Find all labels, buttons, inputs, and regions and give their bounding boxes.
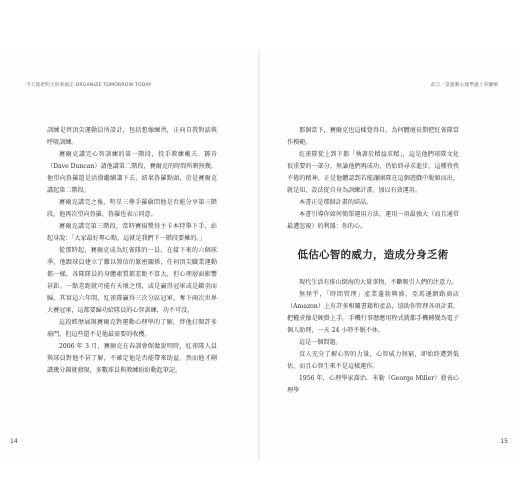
paragraph: 本書正是那個計畫的結晶。: [299, 199, 373, 206]
left-running-head: 今天就把明天的事搞定 ORGANIZE TOMORROW TODAY: [26, 83, 152, 88]
paragraph: 訓練是替頂尖運動員所設計，包括想像練習，正向自我對話與呼吸訓練。: [47, 127, 217, 146]
paragraph: 賽爾克講完心智訓練的第一階段，投手教練戴夫．鄧肯（Dave Duncan）請他講第二階段，賽爾克的時間所剩無幾。他望向魯羅還是活潑繼續講下去，結果魯羅點頭，於是賽爾克講起第二階段。: [47, 151, 217, 194]
paragraph: 2006 年 3 月，賽爾克在春訓會館做說明時，紅雀隊人員與球員對他不甚了解，不確定他是否能帶來助益。然而他才剛講幾分鐘就發現，多數球員與教練紛紛動起筆記。: [47, 343, 217, 374]
right-running-head: 前言／當運動心理學遇上草藥劑: [430, 83, 498, 88]
paragraph: 1956 年，心理學家喬治．米勒（George Miller）發表心理學: [287, 375, 459, 394]
section-heading: 低估心智的威力，造成分身乏術: [297, 249, 449, 261]
paragraph: 無怪乎，「時間管理」產業蓬勃興盛，亞馬遜網路商店（Amazon）上有許多相關書籍和產品，協助你管理各項計畫，把權責像是硬掛上手。手機行事曆應用程式就都手機轉變為電子個人助理，一天 24 小時不眠不休。: [287, 291, 459, 334]
book-spread: [0, 50, 520, 460]
paragraph: 這是一個問題。: [299, 339, 342, 346]
left-page: [0, 50, 260, 460]
paragraph: 那個當下，賽爾克也這樣覺得自。為何體壇長期把紅雀隊當作模範。: [287, 127, 459, 146]
paragraph: 紅雀隊從上到下都「執著於精益求精」，這是他們球隊文化很重要的一部分，無論他們再成功，仍始終尋求進步。這種孜孜不倦的精神，正是他體認到若能讓團隊在這個遊戲中脫穎而出，就是知，設法從自身為訓練計畫，加以有效運用。: [287, 151, 459, 194]
paragraph: 現代生活有排山倒海的大量事物，不斷吸引人們的注意力。: [299, 279, 458, 286]
right-page: [260, 50, 520, 460]
left-page-number: 14: [10, 438, 18, 445]
paragraph: 從那時起，賽爾克成為紅雀隊的一員，在接下來的六個球季，他跟球員建立了難以置信的緊密關係，任何頂尖職業運動都一樣，各隊隊員的身體素質都差距不算大，但心理層面影響甚鉅。一點差距就可能有天壤之別，或是贏得冠軍或是鎩羽而歸。其實這六年間，紅雀隊贏得三次分區冠軍，奪下兩次世界大賽冠軍，這都要歸功給隊員的心智訓練，功不可沒。: [47, 247, 217, 314]
paragraph: 沒人充分了解心智的力量，心智威力無窮，卻始終遭到低估，而且心智生來不是這樣運作。: [287, 351, 459, 370]
right-page-body: [287, 125, 459, 397]
paragraph: 本書引導你如何簡單運用方法，運用一項最強大（而且通常最遭忽視）的利器：你的心。: [287, 211, 459, 230]
right-page-number: 15: [500, 438, 508, 445]
left-page-body: [47, 125, 217, 377]
paragraph: 這段經歷展現賽爾克對運動心理學的了解，替他打開許多扇門，但這些還不是他最需要的收穫。: [47, 319, 217, 338]
paragraph: 賽爾克講完之後，明星三壘手羅倫問他是否能分享第三階段。他再次望向魯羅，魯羅也表示同意。: [47, 199, 217, 218]
paragraph: 賽爾克講完第三階段，當時賽揚獎得主卡本特舉下手，站起身說：「大家最好專心點，這就是我們下一階段要擁的。」: [47, 223, 217, 242]
